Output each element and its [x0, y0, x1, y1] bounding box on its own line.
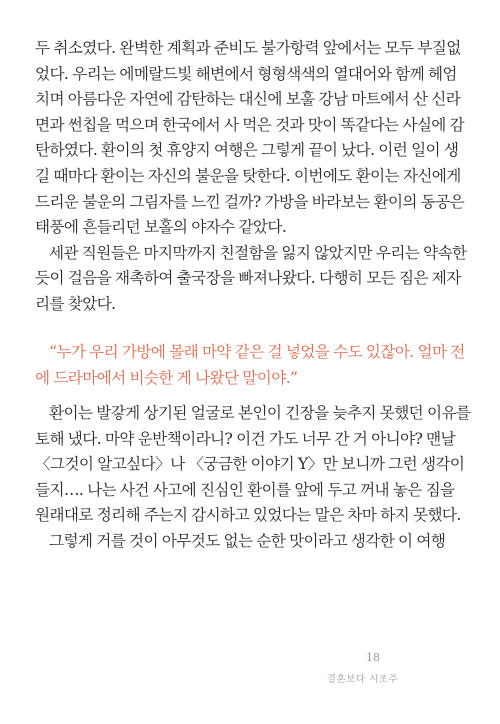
body-text-block [35, 36, 471, 318]
running-title: 결혼보다 시조주 [326, 674, 398, 685]
page-number: 18 [366, 651, 380, 664]
paragraph: 환이는 발갛게 상기된 얼굴로 본인이 긴장을 늦추지 못했던 이유를 토해 냈다. 마약 운반책이라니? 이건 가도 너무 간 거 아니야? 맨날 〈그것이 알고싶다〉나 〈궁금한 이야기 Y〉만 보니까 그런 생각이 들지…. 나는 사건 사고에 진심인 환이를 앞에 두고 꺼내 놓은 짐을 원래대로 정리해 주는지 감시하고 있었다는 말은 차마 하지 못했다. [35, 404, 471, 525]
dialogue-quote [35, 340, 471, 391]
body-text-block [35, 401, 471, 555]
paragraph: 그렇게 거를 것이 아무것도 없는 순한 맛이라고 생각한 이 여행 [49, 531, 446, 550]
quote-text: “누가 우리 가방에 몰래 마약 같은 걸 넣었을 수도 있잖아. 얼마 전에 드라마에서 비슷한 게 나왔단 말이야.” [35, 343, 465, 387]
paragraph: 세관 직원들은 마지막까지 친절함을 잃지 않았지만 우리는 약속한 듯이 걸음을 재촉하여 출국장을 빠져나왔다. 다행히 모든 짐은 제자리를 찾았다. [35, 243, 467, 313]
paragraph: 두 취소였다. 완벽한 계획과 준비도 불가항력 앞에서는 모두 부질없었다. 우리는 에메랄드빛 해변에서 형형색색의 열대어와 함께 헤엄치며 아름다운 자연에 감탄하는 대신에 보훌 강남 마트에서 산 신라면과 썬칩을 먹으며 한국에서 사 먹은 것과 맛이 똑같다는 사실에 감탄하였다. 환이의 첫 휴양지 여행은 그렇게 끝이 났다. 이런 일이 생길 때마다 환이는 자신의 불운을 탓한다. 이번에도 환이는 자신에게 드리운 불운의 그림자를 느낀 걸까? 가방을 바라보는 환이의 동공은 태풍에 흔들리던 보홀의 야자수 같았다. [35, 39, 465, 237]
